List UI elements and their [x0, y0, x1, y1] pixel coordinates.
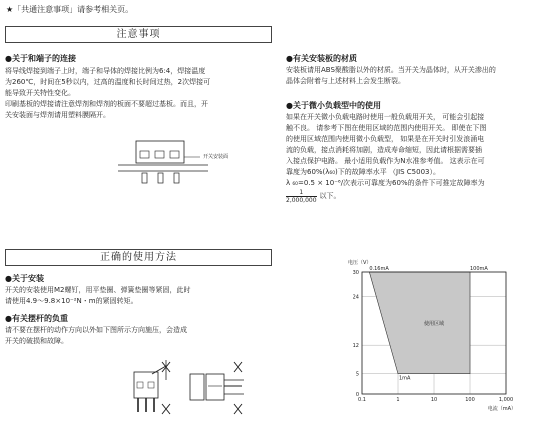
y-tick-labels [353, 270, 359, 398]
annotation-label: 1mA [399, 375, 411, 382]
terminal-line: 将导线焊接到端子上时，端子和导体的焊接比例为6:4，焊接温度 [5, 67, 206, 75]
material-line: 晶体会附着与上述材料上会发生断裂。 [286, 77, 405, 85]
caution-title-box [5, 26, 272, 43]
fraction-tail: 以下。 [319, 192, 341, 200]
mounting-figure [108, 135, 238, 195]
x-axis-label: 电流（mA） [487, 406, 516, 412]
fraction [286, 189, 317, 204]
load-line: 流的负载，接点消耗将加剧，造成寿命缩短，因此请根据需要插 [286, 146, 482, 154]
top-note: ★「共通注意事项」请参考相关页。 [6, 5, 134, 14]
x-tick-label: 0.1 [358, 397, 366, 403]
x-tick-label: 1,000 [498, 397, 514, 403]
terminal-line: 为260℃，时间在5秒以内，过高的温度和长时间过热，2次焊接可 [5, 78, 211, 86]
cross-icon [162, 404, 170, 414]
cross-icon [234, 362, 242, 372]
annotation-label: 0.16mA [369, 266, 389, 272]
x-tick-label: 10 [430, 397, 438, 403]
material-body [286, 65, 554, 87]
region-label: 使用区域 [423, 320, 445, 327]
terminal-pin [142, 173, 147, 183]
mounting-surface-label: 开关安装面 [203, 154, 229, 160]
y-axis-label: 电压（V） [348, 260, 372, 266]
cross-icon [234, 404, 242, 414]
terminal-line: 能导致开关特性变化。 [5, 89, 75, 97]
material-heading: ●有关安装板的材质 [286, 54, 357, 63]
y-tick-label: 24 [352, 294, 359, 301]
load-line: 触不良。 请参考下图在使用区域的范围内使用开关。 即使在下图 [286, 124, 487, 132]
usage-area-chart [322, 250, 522, 418]
terminal-pin [174, 173, 179, 183]
terminal-line: 印刷基板的焊接请注意焊剂和焊剂的板面不要超过基板。而且，开 [5, 100, 208, 108]
terminal-heading: ●关于和端子的连接 [5, 54, 76, 63]
install-heading: ●关于安装 [5, 274, 44, 283]
material-line: 安装板请用ABS聚酸脂以外的材质。当开关为晶体时，从开关渗出的 [286, 66, 496, 74]
usage-region [369, 272, 470, 374]
switch-side-body [206, 374, 224, 400]
terminal-body [5, 66, 275, 121]
load-line: λ ₆₀=0.5 × 10⁻⁶/次表示可靠度为60%的条件下可推定故障率为 [286, 179, 485, 187]
install-line: 开关的安装使用M2螺钉，用平垫圈、弹簧垫圈等紧固，此时 [5, 286, 191, 294]
load-line: 靠度为60%(λ₆₀)下的故障率水平 （JIS C5003）。 [286, 168, 440, 176]
lever-heading: ●有关摆杆的负重 [5, 314, 68, 323]
y-tick-label: 5 [355, 371, 359, 378]
switch-side-body [190, 374, 204, 400]
switch-body [134, 372, 158, 398]
install-line: 请使用4.9～9.8×10⁻²N・m的紧固转矩。 [5, 297, 138, 305]
lever-line: 开关的破损和故障。 [5, 337, 68, 345]
correct-usage-title: 正确的使用方法 [100, 252, 177, 263]
load-line: 入接点保护电路。 最小适用负载作为N水准参考值。 这表示在可 [286, 157, 485, 165]
load-body [286, 112, 554, 204]
lever-figure [110, 350, 250, 420]
load-heading: ●关于微小负载型中的使用 [286, 101, 381, 110]
fraction-denominator: 2,000,000 [286, 197, 317, 204]
terminal-line: 关安装面与焊剂请用塑料膜隔开。 [5, 111, 110, 119]
annotation-label: 100mA [470, 266, 488, 272]
lever-line: 请不要在摆杆的动作方向以外如下图所示方向施压，会造成 [5, 326, 187, 334]
terminal-pin [158, 173, 163, 183]
y-tick-label: 0 [355, 392, 359, 398]
x-tick-label: 100 [465, 397, 475, 403]
y-tick-label: 12 [352, 343, 359, 350]
x-tick-labels [358, 397, 513, 403]
y-tick-label: 30 [352, 270, 359, 276]
switch-body [136, 141, 184, 163]
install-body [5, 285, 275, 307]
correct-usage-title-box [5, 249, 272, 266]
fraction-row [286, 189, 554, 204]
caution-title: 注意事项 [116, 29, 161, 40]
load-line: 如果在开关微小负载电路时使用一般负载用开关， 可能会引起接 [286, 113, 485, 121]
lever-body [5, 325, 275, 347]
x-tick-label: 1 [396, 397, 400, 403]
load-line: 的使用区域范围内使用微小负载型， 如果是在开关时引发浪涌电 [286, 135, 485, 143]
fraction-numerator: 1 [299, 189, 304, 196]
